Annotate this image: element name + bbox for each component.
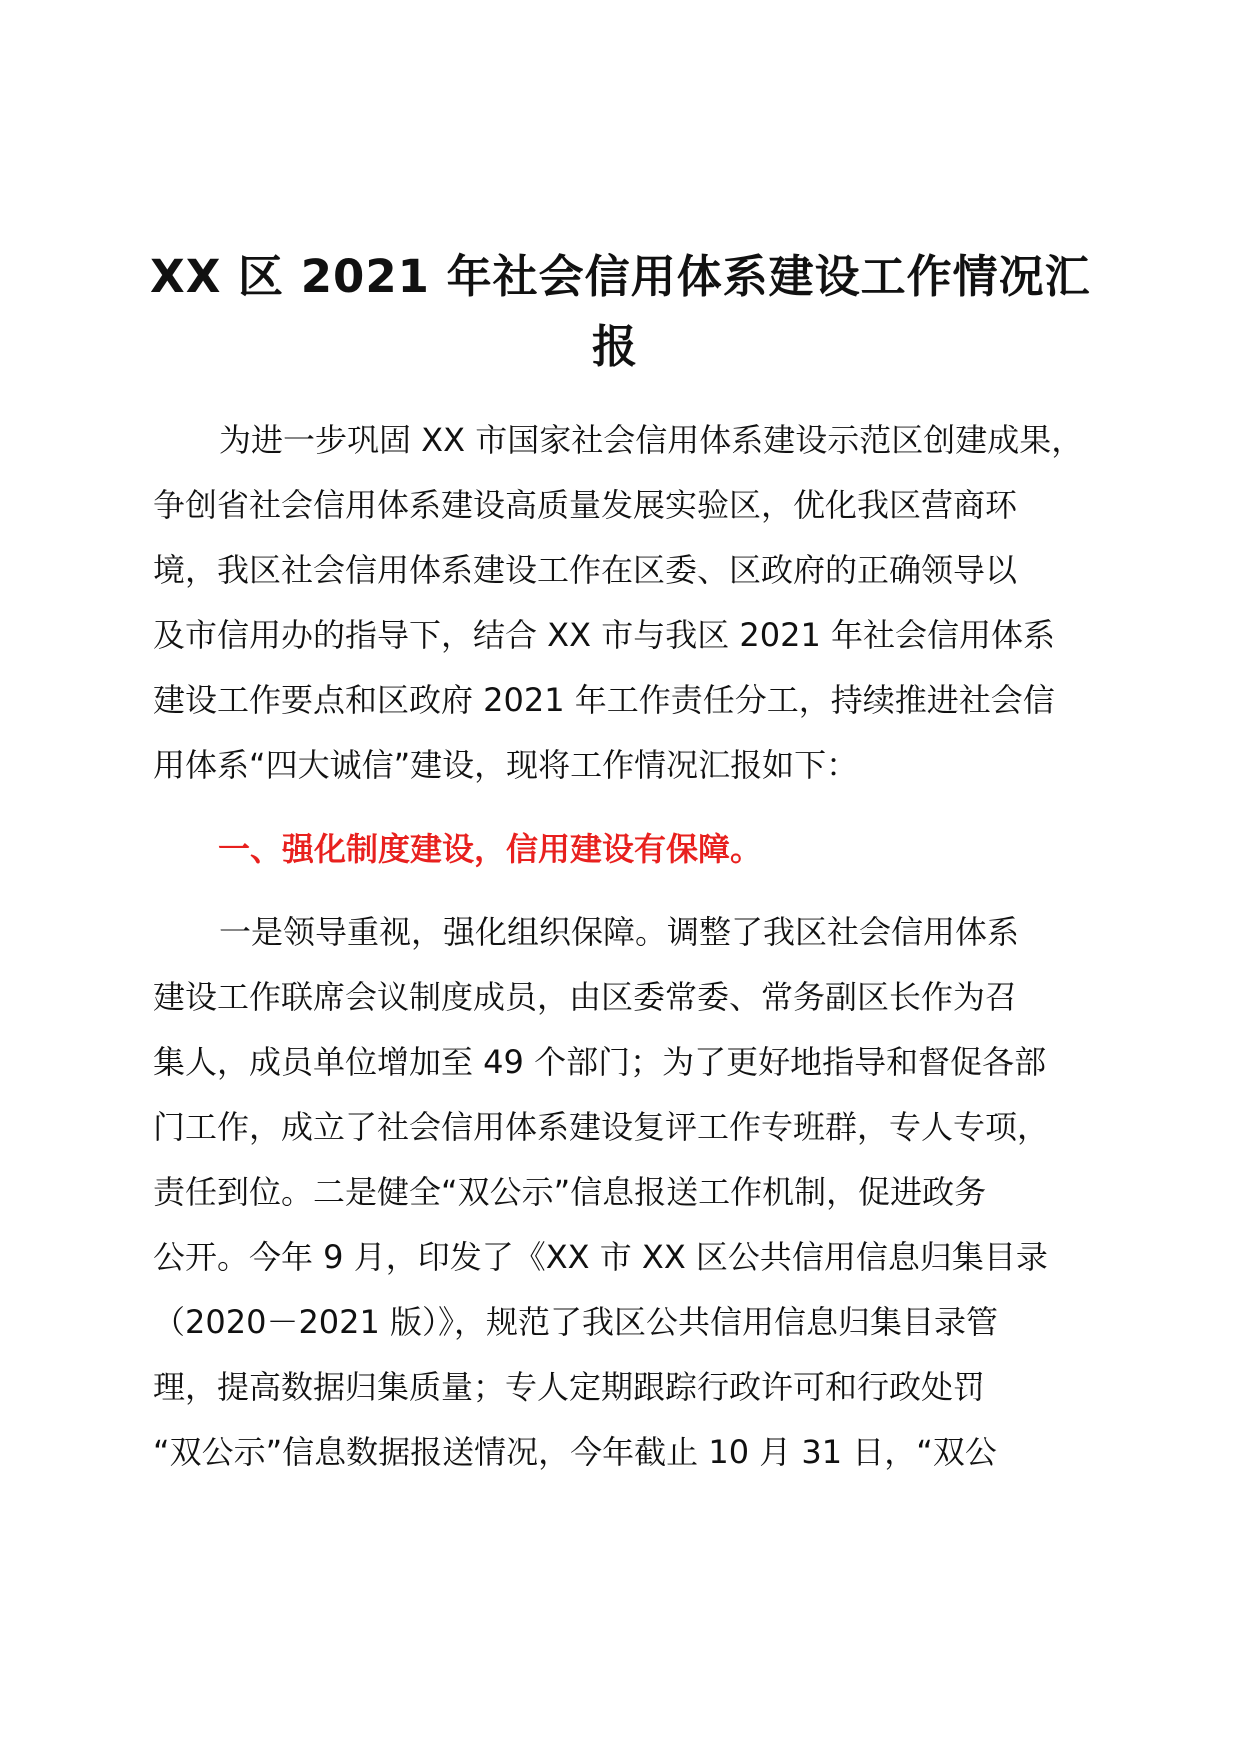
title-line: XX 区 2021 年社会信用体系建设工作情况汇 <box>150 250 1091 303</box>
paragraph-line: 建设工作要点和区政府 2021 年工作责任分工，持续推进社会信 <box>153 681 1055 719</box>
body-paragraph <box>153 900 1103 1485</box>
paragraph-line: （2020－2021 版）》，规范了我区公共信用信息归集目录管 <box>153 1303 999 1341</box>
paragraph-line: 公开。今年 9 月，印发了《XX 市 XX 区公共信用信息归集目录 <box>153 1238 1048 1276</box>
section-heading: 一、强化制度建设，信用建设有保障。 <box>218 830 763 868</box>
paragraph-line: 境，我区社会信用体系建设工作在区委、区政府的正确领导以 <box>153 551 1018 589</box>
paragraph-line: 理，提高数据归集质量；专人定期跟踪行政许可和行政处罚 <box>153 1368 986 1406</box>
paragraph-line: 一是领导重视，强化组织保障。调整了我区社会信用体系 <box>219 913 1020 951</box>
title-line: 报 <box>591 320 638 373</box>
paragraph-line: 用体系“四大诚信”建设，现将工作情况汇报如下： <box>153 746 859 784</box>
paragraph-line: 责任到位。二是健全“双公示”信息报送工作机制，促进政务 <box>153 1173 987 1211</box>
paragraph-line: 争创省社会信用体系建设高质量发展实验区，优化我区营商环 <box>153 486 1018 524</box>
paragraph-line: 为进一步巩固 XX 市国家社会信用体系建设示范区创建成果， <box>219 421 1084 459</box>
paragraph-line: 及市信用办的指导下，结合 XX 市与我区 2021 年社会信用体系 <box>153 616 1055 654</box>
intro-paragraph <box>153 408 1103 798</box>
document-title <box>150 242 1091 382</box>
paragraph-line: “双公示”信息数据报送情况，今年截止 10 月 31 日，“双公 <box>153 1433 997 1471</box>
paragraph-line: 建设工作联席会议制度成员，由区委常委、常务副区长作为召 <box>153 978 1018 1016</box>
paragraph-line: 门工作，成立了社会信用体系建设复评工作专班群，专人专项， <box>153 1108 1050 1146</box>
paragraph-line: 集人，成员单位增加至 49 个部门；为了更好地指导和督促各部 <box>153 1043 1047 1081</box>
